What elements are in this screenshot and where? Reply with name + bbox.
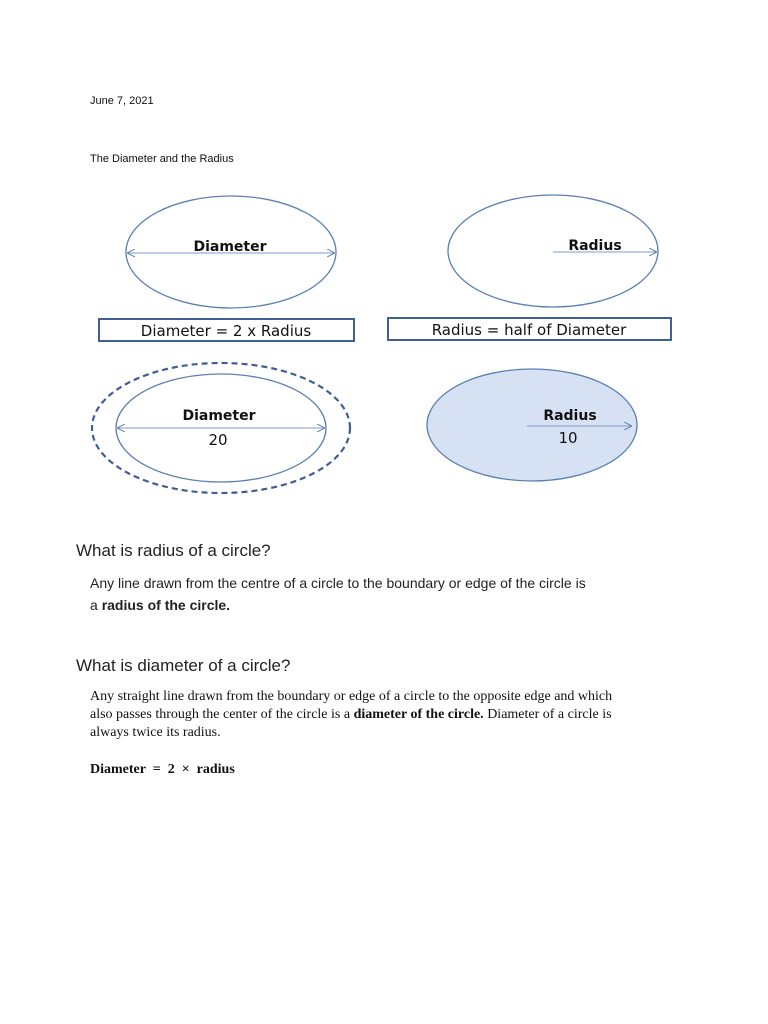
radius-label-bottom: Radius <box>543 408 597 424</box>
diameter-label-bottom: Diameter <box>182 408 256 424</box>
radius-text-line-2: a radius of the circle. <box>90 597 231 613</box>
radius-heading: What is radius of a circle? <box>76 541 271 560</box>
radius-10-circle <box>427 369 637 481</box>
diameter-definition-bold: diameter of the circle. <box>353 707 484 722</box>
diameter-formula: Diameter = 2 × radius <box>90 762 235 777</box>
radius-value: 10 <box>558 429 578 447</box>
diameter-formula-text: Diameter = 2 x Radius <box>140 322 312 340</box>
radius-label-top: Radius <box>568 238 622 254</box>
document-title: The Diameter and the Radius <box>90 153 234 165</box>
document-date: June 7, 2021 <box>90 95 154 107</box>
diameter-value: 20 <box>208 431 228 449</box>
diameter-text-line-2: also passes through the center of the circle is a diameter of the circle. Diameter of a circle is <box>90 707 612 722</box>
diameter-label-top: Diameter <box>193 239 267 255</box>
diameter-text-line-1: Any straight line drawn from the boundary or edge of a circle to the opposite edge and which <box>90 689 613 704</box>
radius-circle <box>448 195 658 307</box>
radius-paragraph <box>90 572 730 616</box>
diameter-paragraph <box>90 688 730 742</box>
radius-text-line-1: Any line drawn from the centre of a circle to the boundary or edge of the circle is <box>90 575 586 591</box>
radius-formula-text: Radius = half of Diameter <box>431 321 627 339</box>
radius-definition-bold: radius of the circle. <box>101 597 231 613</box>
diameter-text-line-3: always twice its radius. <box>90 725 221 740</box>
diameter-heading: What is diameter of a circle? <box>76 656 291 675</box>
